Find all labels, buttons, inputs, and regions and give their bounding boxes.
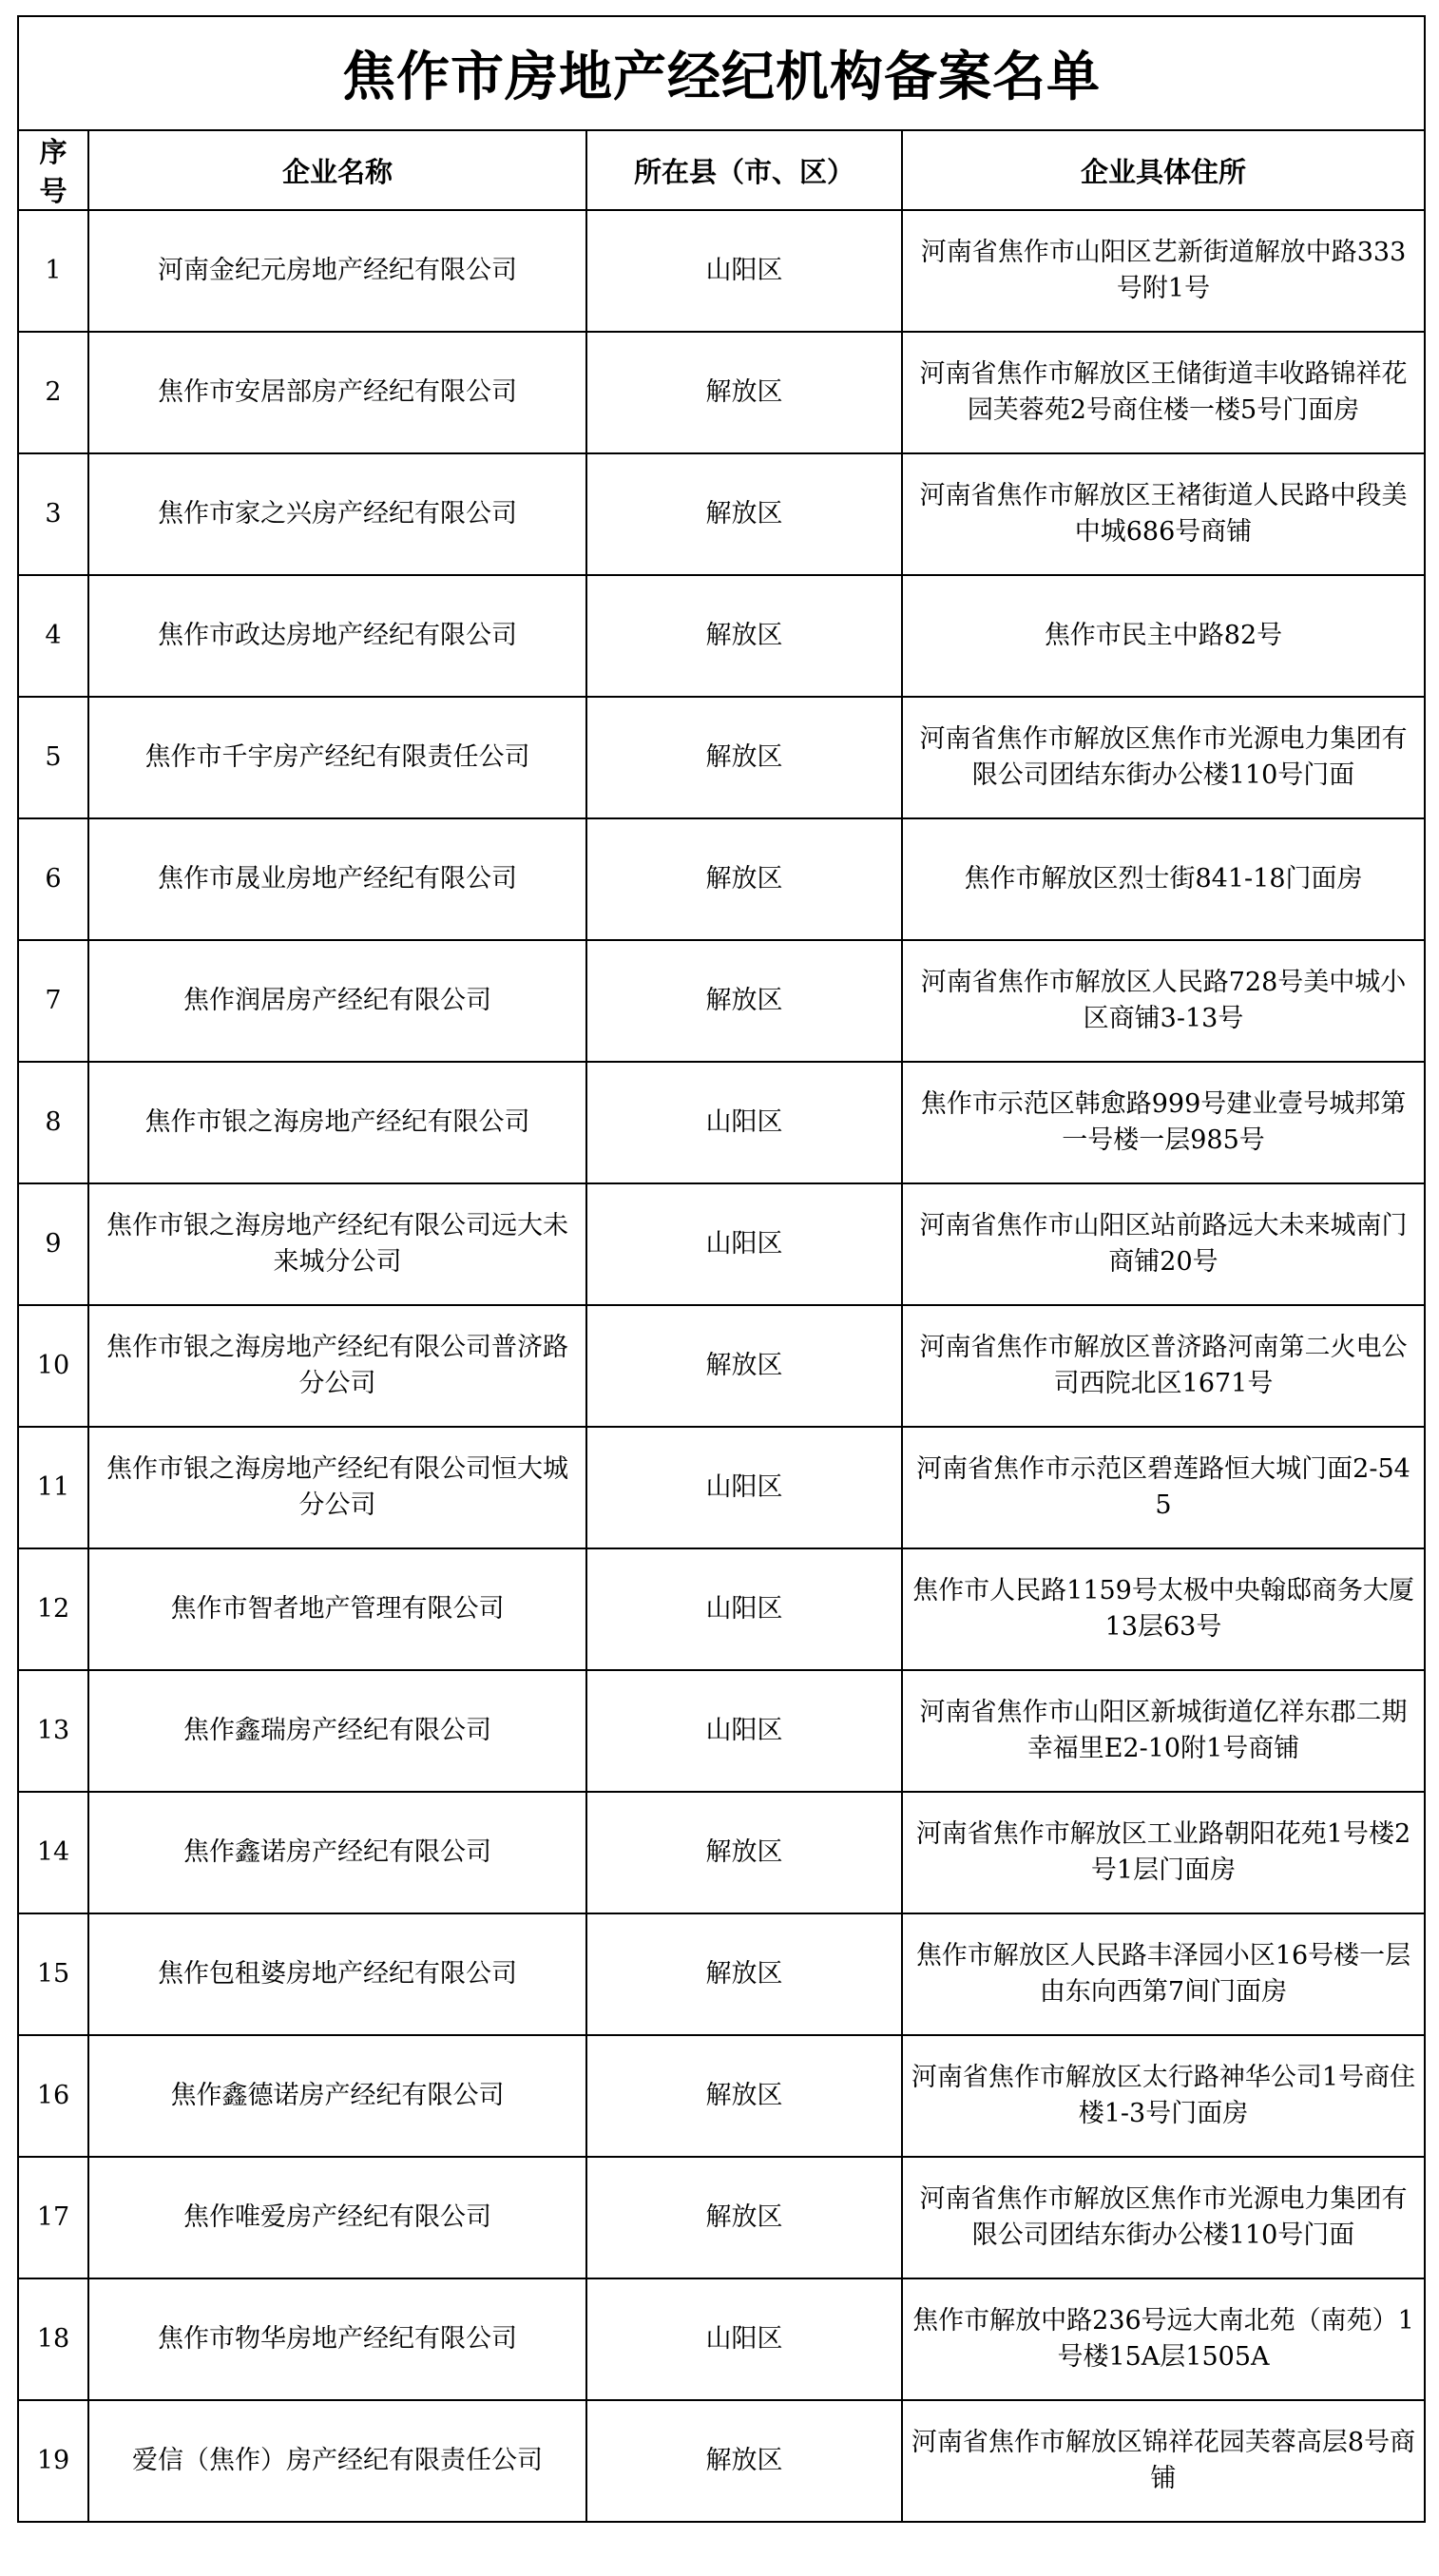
cell-no: 10 bbox=[18, 1305, 88, 1427]
cell-address: 焦作市解放中路236号远大南北苑（南苑）1号楼15A层1505A bbox=[902, 2278, 1425, 2400]
cell-company-name: 河南金纪元房地产经纪有限公司 bbox=[88, 210, 586, 332]
header-county: 所在县（市、区） bbox=[586, 130, 902, 210]
table-row bbox=[18, 1062, 1425, 1183]
cell-no: 14 bbox=[18, 1792, 88, 1913]
cell-no: 17 bbox=[18, 2157, 88, 2278]
table-row bbox=[18, 940, 1425, 1062]
table-row bbox=[18, 1305, 1425, 1427]
cell-county: 解放区 bbox=[586, 2157, 902, 2278]
cell-address: 焦作市示范区韩愈路999号建业壹号城邦第一号楼一层985号 bbox=[902, 1062, 1425, 1183]
cell-address: 河南省焦作市解放区焦作市光源电力集团有限公司团结东街办公楼110号门面 bbox=[902, 697, 1425, 818]
table-row bbox=[18, 575, 1425, 697]
cell-address: 焦作市人民路1159号太极中央翰邸商务大厦13层63号 bbox=[902, 1548, 1425, 1670]
registration-table bbox=[17, 15, 1426, 2523]
cell-company-name: 焦作市物华房地产经纪有限公司 bbox=[88, 2278, 586, 2400]
cell-county: 解放区 bbox=[586, 1305, 902, 1427]
cell-company-name: 焦作市晟业房地产经纪有限公司 bbox=[88, 818, 586, 940]
cell-no: 9 bbox=[18, 1183, 88, 1305]
header-address: 企业具体住所 bbox=[902, 130, 1425, 210]
cell-company-name: 焦作市银之海房地产经纪有限公司远大未来城分公司 bbox=[88, 1183, 586, 1305]
cell-company-name: 焦作市家之兴房产经纪有限公司 bbox=[88, 453, 586, 575]
cell-county: 山阳区 bbox=[586, 1183, 902, 1305]
table-row bbox=[18, 1183, 1425, 1305]
cell-county: 山阳区 bbox=[586, 1670, 902, 1792]
cell-no: 18 bbox=[18, 2278, 88, 2400]
cell-company-name: 爱信（焦作）房产经纪有限责任公司 bbox=[88, 2400, 586, 2522]
cell-address: 河南省焦作市解放区太行路神华公司1号商住楼1-3号门面房 bbox=[902, 2035, 1425, 2157]
cell-county: 解放区 bbox=[586, 1913, 902, 2035]
cell-county: 解放区 bbox=[586, 940, 902, 1062]
cell-county: 解放区 bbox=[586, 332, 902, 453]
table-row bbox=[18, 818, 1425, 940]
cell-company-name: 焦作鑫瑞房产经纪有限公司 bbox=[88, 1670, 586, 1792]
table-row bbox=[18, 210, 1425, 332]
cell-company-name: 焦作市银之海房地产经纪有限公司 bbox=[88, 1062, 586, 1183]
cell-no: 15 bbox=[18, 1913, 88, 2035]
cell-address: 河南省焦作市示范区碧莲路恒大城门面2-545 bbox=[902, 1427, 1425, 1548]
cell-county: 解放区 bbox=[586, 1792, 902, 1913]
cell-county: 山阳区 bbox=[586, 210, 902, 332]
cell-no: 3 bbox=[18, 453, 88, 575]
table-row bbox=[18, 2035, 1425, 2157]
cell-company-name: 焦作润居房产经纪有限公司 bbox=[88, 940, 586, 1062]
cell-no: 13 bbox=[18, 1670, 88, 1792]
cell-no: 19 bbox=[18, 2400, 88, 2522]
header-row bbox=[18, 130, 1425, 210]
cell-no: 7 bbox=[18, 940, 88, 1062]
table-row bbox=[18, 1913, 1425, 2035]
cell-county: 解放区 bbox=[586, 2400, 902, 2522]
table-row bbox=[18, 332, 1425, 453]
cell-no: 1 bbox=[18, 210, 88, 332]
cell-address: 河南省焦作市解放区工业路朝阳花苑1号楼2号1层门面房 bbox=[902, 1792, 1425, 1913]
table-row bbox=[18, 2157, 1425, 2278]
cell-no: 12 bbox=[18, 1548, 88, 1670]
cell-address: 焦作市解放区烈士街841-18门面房 bbox=[902, 818, 1425, 940]
header-no: 序号 bbox=[18, 130, 88, 210]
table-row bbox=[18, 1670, 1425, 1792]
cell-county: 山阳区 bbox=[586, 2278, 902, 2400]
cell-no: 6 bbox=[18, 818, 88, 940]
cell-county: 山阳区 bbox=[586, 1427, 902, 1548]
table-row bbox=[18, 697, 1425, 818]
cell-county: 解放区 bbox=[586, 818, 902, 940]
cell-company-name: 焦作市千宇房产经纪有限责任公司 bbox=[88, 697, 586, 818]
document-title: 焦作市房地产经纪机构备案名单 bbox=[18, 16, 1425, 130]
table-row bbox=[18, 1427, 1425, 1548]
cell-company-name: 焦作市银之海房地产经纪有限公司恒大城分公司 bbox=[88, 1427, 586, 1548]
cell-county: 解放区 bbox=[586, 575, 902, 697]
cell-company-name: 焦作市智者地产管理有限公司 bbox=[88, 1548, 586, 1670]
table-row bbox=[18, 1792, 1425, 1913]
cell-address: 河南省焦作市山阳区新城街道亿祥东郡二期幸福里E2-10附1号商铺 bbox=[902, 1670, 1425, 1792]
cell-address: 河南省焦作市解放区王褚街道人民路中段美中城686号商铺 bbox=[902, 453, 1425, 575]
cell-address: 河南省焦作市山阳区艺新街道解放中路333号附1号 bbox=[902, 210, 1425, 332]
cell-company-name: 焦作鑫德诺房产经纪有限公司 bbox=[88, 2035, 586, 2157]
cell-company-name: 焦作唯爱房产经纪有限公司 bbox=[88, 2157, 586, 2278]
title-row bbox=[18, 16, 1425, 130]
cell-county: 解放区 bbox=[586, 453, 902, 575]
cell-county: 山阳区 bbox=[586, 1062, 902, 1183]
cell-no: 8 bbox=[18, 1062, 88, 1183]
cell-address: 河南省焦作市解放区焦作市光源电力集团有限公司团结东街办公楼110号门面 bbox=[902, 2157, 1425, 2278]
cell-company-name: 焦作鑫诺房产经纪有限公司 bbox=[88, 1792, 586, 1913]
cell-address: 河南省焦作市解放区王储街道丰收路锦祥花园芙蓉苑2号商住楼一楼5号门面房 bbox=[902, 332, 1425, 453]
cell-no: 16 bbox=[18, 2035, 88, 2157]
table-row bbox=[18, 453, 1425, 575]
cell-address: 河南省焦作市解放区普济路河南第二火电公司西院北区1671号 bbox=[902, 1305, 1425, 1427]
cell-address: 焦作市民主中路82号 bbox=[902, 575, 1425, 697]
cell-county: 解放区 bbox=[586, 697, 902, 818]
table-row bbox=[18, 2278, 1425, 2400]
cell-county: 山阳区 bbox=[586, 1548, 902, 1670]
cell-no: 11 bbox=[18, 1427, 88, 1548]
cell-company-name: 焦作市银之海房地产经纪有限公司普济路分公司 bbox=[88, 1305, 586, 1427]
table-row bbox=[18, 1548, 1425, 1670]
cell-company-name: 焦作市安居部房产经纪有限公司 bbox=[88, 332, 586, 453]
table-row bbox=[18, 2400, 1425, 2522]
header-name: 企业名称 bbox=[88, 130, 586, 210]
cell-no: 5 bbox=[18, 697, 88, 818]
cell-company-name: 焦作包租婆房地产经纪有限公司 bbox=[88, 1913, 586, 2035]
cell-no: 2 bbox=[18, 332, 88, 453]
cell-address: 河南省焦作市山阳区站前路远大未来城南门商铺20号 bbox=[902, 1183, 1425, 1305]
cell-no: 4 bbox=[18, 575, 88, 697]
cell-address: 河南省焦作市解放区人民路728号美中城小区商铺3-13号 bbox=[902, 940, 1425, 1062]
cell-address: 河南省焦作市解放区锦祥花园芙蓉高层8号商铺 bbox=[902, 2400, 1425, 2522]
cell-address: 焦作市解放区人民路丰泽园小区16号楼一层由东向西第7间门面房 bbox=[902, 1913, 1425, 2035]
cell-county: 解放区 bbox=[586, 2035, 902, 2157]
cell-company-name: 焦作市政达房地产经纪有限公司 bbox=[88, 575, 586, 697]
